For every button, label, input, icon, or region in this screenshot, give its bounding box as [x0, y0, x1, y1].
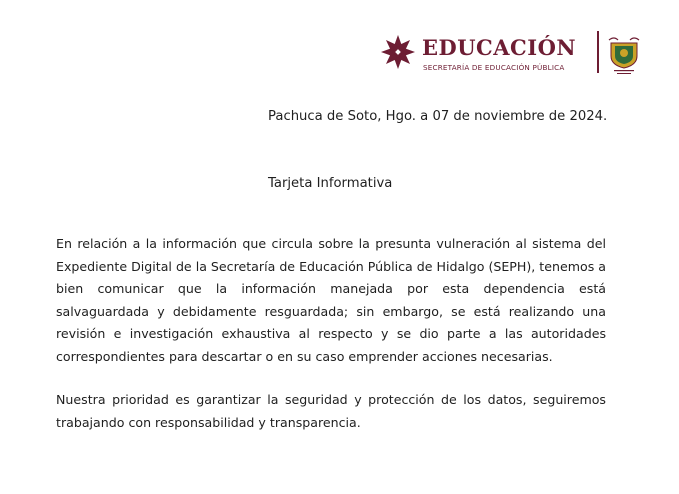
- state-coat-of-arms-icon: [606, 34, 642, 76]
- star-flower-logo-icon: [380, 34, 416, 70]
- header-divider: [597, 31, 599, 73]
- date-line: Pachuca de Soto, Hgo. a 07 de noviembre de 2024.: [268, 109, 608, 124]
- logo-title: EDUCACIÓN: [422, 35, 577, 60]
- body-paragraph-1: En relación a la información que circula sobre la presunta vulneración al sistema del Expediente Digital de la Secretaría de Educación Pública de Hidalgo (SEPH), tenemos a bien comunicar que la información manejada por esta dependencia está salvaguardada y debidamente resguardada; sin embargo, se está realizando una revisión e investigación exhaustiva al respecto y se dio parte a las autoridades correspondientes para descartar o en su caso emprender acciones necesarias.: [56, 236, 606, 364]
- document-heading: Tarjeta Informativa: [268, 176, 393, 191]
- body-paragraph-2: Nuestra prioridad es garantizar la seguridad y protección de los datos, seguiremos trabajando con responsabilidad y transparencia.: [56, 392, 606, 430]
- logo-subtitle: SECRETARÍA DE EDUCACIÓN PÚBLICA: [423, 63, 565, 72]
